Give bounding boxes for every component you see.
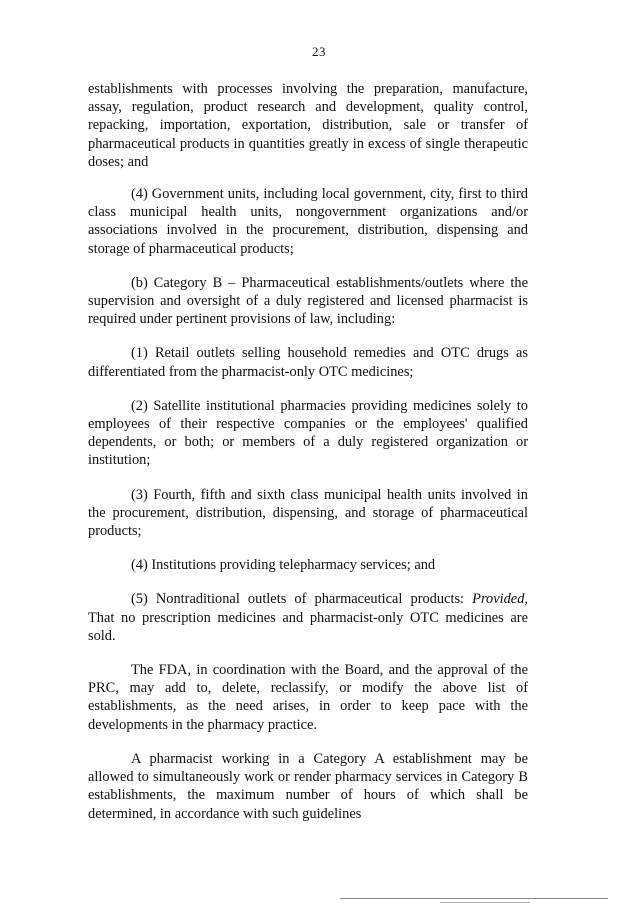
- paragraph-pharmacist-category-a: A pharmacist working in a Category A establishment may be allowed to simultaneously work or render pharmacy services in Category B establishments, the maximum number of hours of which shall be determined, in accordance with such guidelines: [88, 750, 528, 822]
- paragraph-retail-outlets: (1) Retail outlets selling household remedies and OTC drugs as differentiated from the pharmacist-only OTC medicines;: [88, 345, 528, 380]
- paragraph-government-units: (4) Government units, including local government, city, first to third class municipal health units, nongovernment organizations and/or associations involved in the procurement, distribution, dispensing and storage of pharmaceutical products;: [88, 186, 528, 257]
- page-number: 23: [312, 44, 326, 59]
- provided-italic: Provided,: [472, 591, 528, 608]
- nontraditional-lead: (5) Nontraditional outlets of pharmaceutical products:: [131, 591, 473, 608]
- nontraditional-rest: That no prescription medicines and pharmacist-only OTC medicines are sold.: [88, 609, 528, 644]
- scan-edge-line-secondary: [440, 902, 530, 903]
- paragraph-nontraditional-outlets: [88, 590, 528, 645]
- paragraph-establishments-continuation: establishments with processes involving the preparation, manufacture, assay, regulation, product research and development, quality control, repacking, importation, exportation, distribution, sale or transfer of pharmaceutical products in quantities greatly in excess of single therapeutic doses; and: [88, 81, 528, 170]
- scan-edge-line: [340, 898, 608, 899]
- document-body: [88, 80, 528, 837]
- paragraph-municipal-health-units: (3) Fourth, fifth and sixth class municipal health units involved in the procurement, distribution, dispensing, and storage of pharmaceutical products;: [88, 486, 528, 540]
- paragraph-satellite-pharmacies: (2) Satellite institutional pharmacies providing medicines solely to employees of their respective companies or the employees' qualified dependents, or both; or members of a duly registered organization or institution;: [88, 397, 528, 469]
- paragraph-telepharmacy: (4) Institutions providing telepharmacy services; and: [131, 557, 436, 574]
- paragraph-category-b: (b) Category B – Pharmaceutical establishments/outlets where the supervision and oversight of a duly registered and licensed pharmacist is required under pertinent provisions of law, including:: [88, 274, 528, 328]
- paragraph-fda-coordination: The FDA, in coordination with the Board, and the approval of the PRC, may add to, delete, reclassify, or modify the above list of establishments, as the need arises, in order to keep pace with the developments in the pharmacy practice.: [88, 662, 528, 733]
